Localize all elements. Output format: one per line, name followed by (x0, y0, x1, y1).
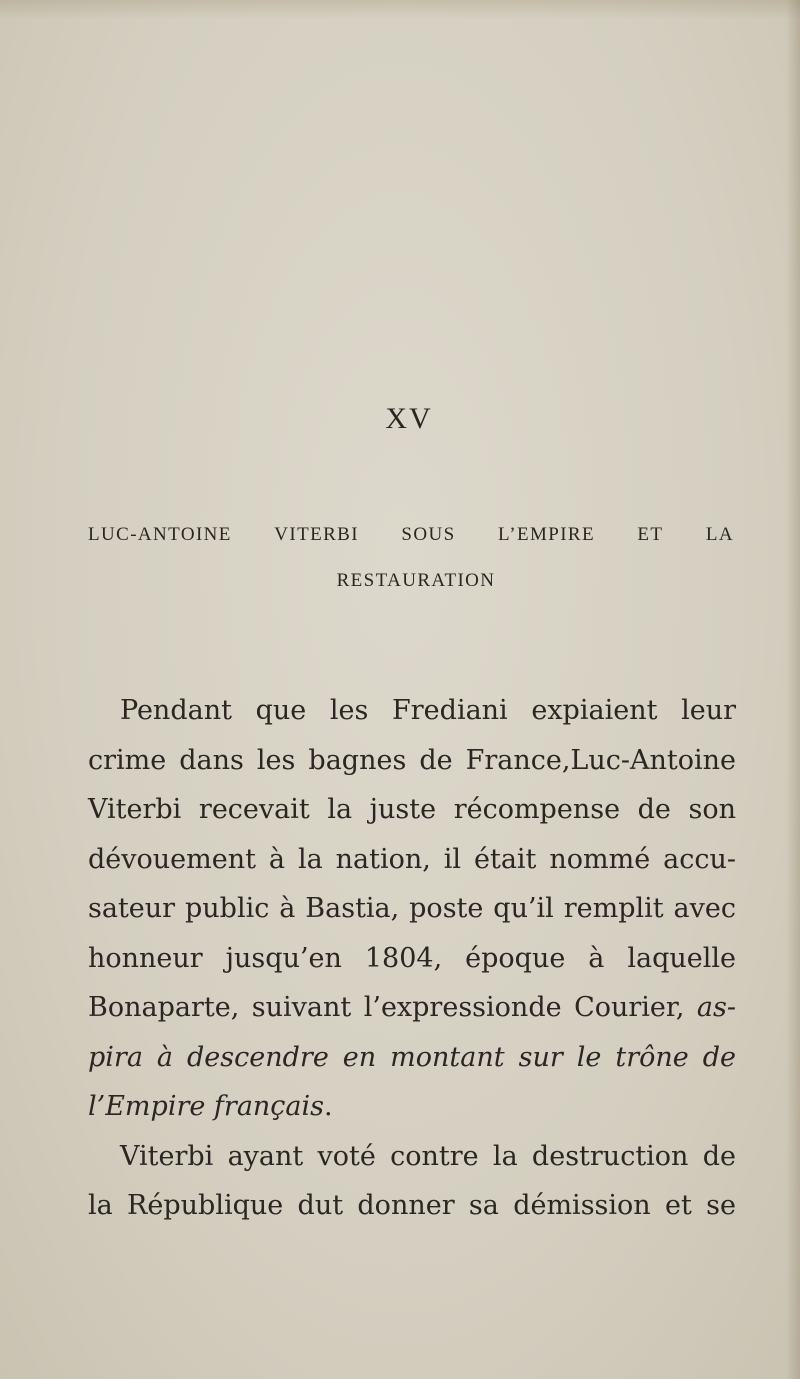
chapter-title-line-2: RESTAURATION (336, 570, 496, 591)
text-line-italic: pira à descendre en montant sur le trône de (88, 1041, 736, 1073)
text-line: Pendant que les Frediani expiaient leur (120, 695, 736, 726)
text-italic: as- (684, 992, 736, 1023)
page-right-shadow (786, 0, 800, 1379)
text-roman: . (324, 1091, 333, 1122)
chapter-number: XV (385, 402, 433, 435)
chapter-title-word: VITERBI (274, 524, 359, 545)
body-text (88, 686, 736, 1231)
chapter-title-line-1 (88, 512, 734, 558)
chapter-title-word: LUC-ANTOINE (88, 524, 232, 545)
text-line: Viterbi ayant voté contre la destruction de (120, 1140, 736, 1172)
chapter-title-word: LA (705, 524, 734, 545)
text-roman: Bonaparte, suivant l’expressionde Courier, (88, 992, 685, 1023)
text-line: dévouement à la nation, il était nommé accu- (88, 843, 736, 875)
text-line: honneur jusqu’en 1804, époque à laquelle (88, 942, 736, 974)
chapter-title-word: ET (637, 524, 664, 545)
text-line: sateur public à Bastia, poste qu’il remplit avec (88, 893, 736, 924)
text-line (88, 983, 736, 1033)
page-top-shadow (0, 0, 800, 20)
text-line: la République dut donner sa démission et se (88, 1190, 736, 1221)
chapter-title-word: SOUS (401, 524, 456, 545)
text-line: crime dans les bagnes de France,Luc-Antoine (88, 744, 736, 776)
chapter-title-word: L’EMPIRE (497, 524, 596, 545)
text-line: Viterbi recevait la juste récompense de son (88, 794, 736, 825)
text-line (88, 1082, 736, 1132)
text-italic: l’Empire français (88, 1091, 325, 1122)
chapter-title (88, 512, 734, 604)
